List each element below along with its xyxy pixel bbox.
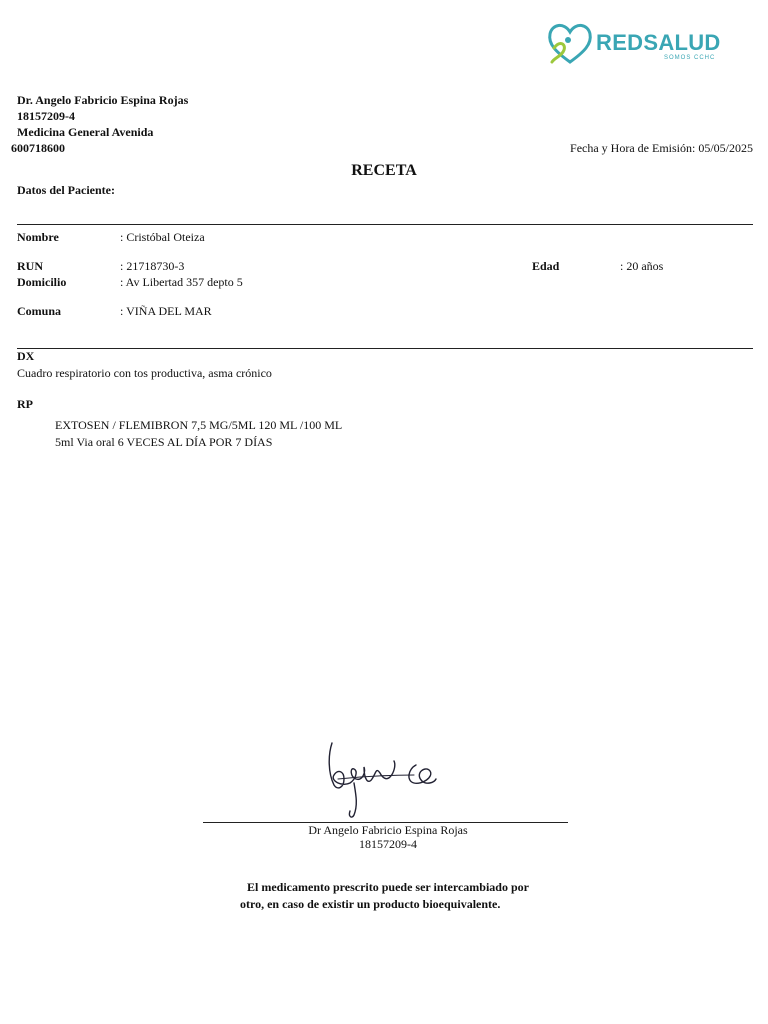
signature-rut: 18157209-4 [359,837,417,851]
issue-value: 05/05/2025 [698,141,753,155]
bioequivalence-note-line2: otro, en caso de existir un producto bioequivalente. [240,897,501,911]
patient-name: : Cristóbal Oteiza [120,230,205,244]
doctor-rut: 18157209-4 [17,109,75,123]
signature-name: Dr Angelo Fabricio Espina Rojas [308,823,468,837]
logo-tagline: SOMOS CCHC [664,55,716,61]
patient-section-label: Datos del Paciente: [17,183,115,197]
doctor-name: Dr. Angelo Fabricio Espina Rojas [17,93,189,107]
doctor-code: 600718600 [11,141,65,155]
patient-commune: : VIÑA DEL MAR [120,304,212,318]
patient-age-label: Edad [532,259,560,273]
diagnosis-text: Cuadro respiratorio con tos productiva, asma crónico [17,366,272,380]
page-title: RECETA [351,162,417,179]
diagnosis-label: DX [17,349,35,363]
prescription-label: RP [17,397,33,411]
handwritten-signature [318,735,448,825]
patient-age: : 20 años [620,259,664,273]
divider-middle [17,348,753,349]
patient-address-label: Domicilio [17,275,67,289]
patient-run-label: RUN [17,259,43,273]
divider-top [17,224,753,225]
redsalud-logo [546,16,726,68]
bioequivalence-note-line1: El medicamento prescrito puede ser intercambiado por [247,880,529,894]
issue-label: Fecha y Hora de Emisión: [570,141,696,155]
heart-logo-icon [546,16,596,68]
logo-brand: REDSALUD [596,30,721,55]
medical-center: Medicina General Avenida [17,125,154,139]
patient-run: : 21718730-3 [120,259,185,273]
patient-name-label: Nombre [17,230,59,244]
patient-address: : Av Libertad 357 depto 5 [120,275,243,289]
patient-commune-label: Comuna [17,304,62,318]
prescription-drug: EXTOSEN / FLEMIBRON 7,5 MG/5ML 120 ML /100 ML [55,418,343,432]
issue-datetime [570,141,753,156]
prescription-dose: 5ml Via oral 6 VECES AL DÍA POR 7 DÍAS [55,435,273,449]
